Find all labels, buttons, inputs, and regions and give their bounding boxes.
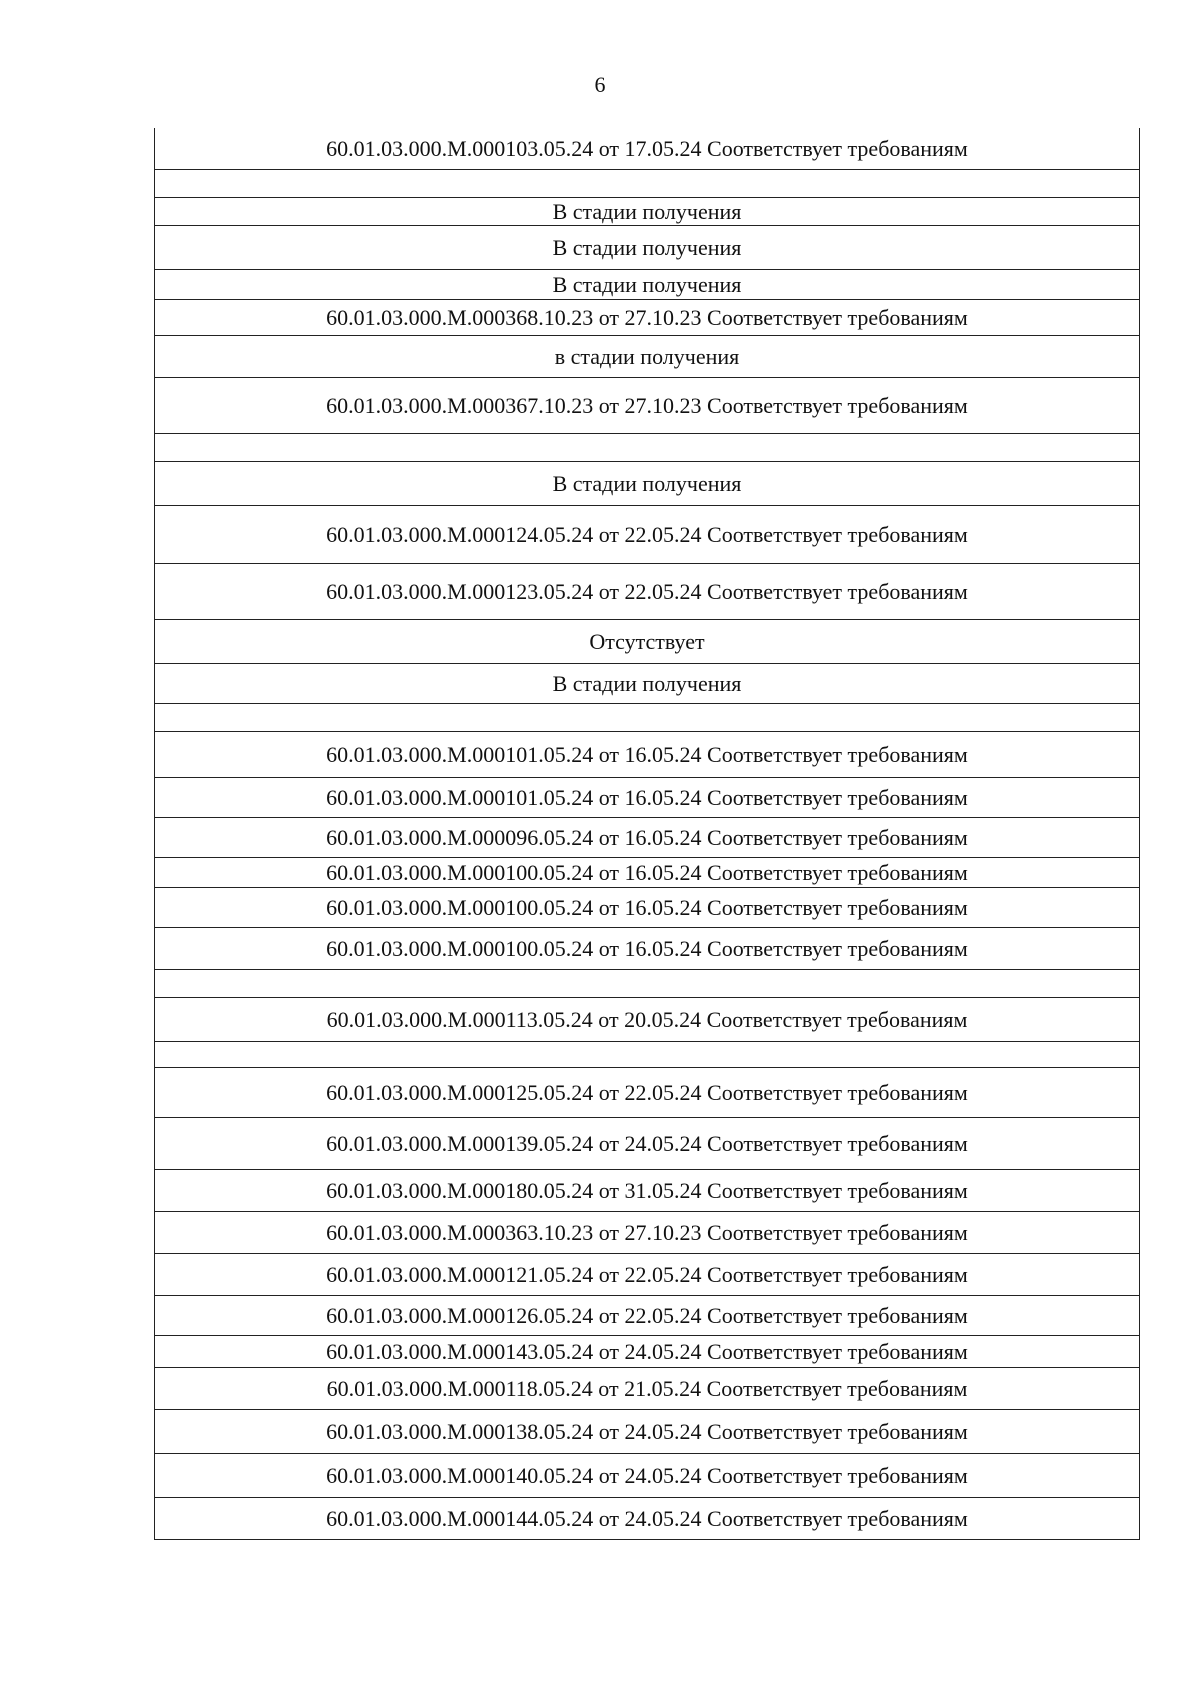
table-row	[154, 1454, 1140, 1498]
table-row	[154, 1498, 1140, 1540]
table-row	[154, 928, 1140, 970]
table-cell-text: 60.01.03.000.М.000096.05.24 от 16.05.24 Соответствует требованиям	[326, 824, 968, 850]
table-row	[154, 170, 1140, 198]
table-row	[154, 128, 1140, 170]
table-row	[154, 1410, 1140, 1454]
table-row	[154, 998, 1140, 1042]
table-cell-text: 60.01.03.000.М.000100.05.24 от 16.05.24 Соответствует требованиям	[326, 935, 968, 961]
table-cell-text: 60.01.03.000.М.000123.05.24 от 22.05.24 Соответствует требованиям	[326, 578, 968, 604]
table-cell-text: 60.01.03.000.М.000103.05.24 от 17.05.24 Соответствует требованиям	[326, 135, 968, 161]
table-cell-text: 60.01.03.000.М.000368.10.23 от 27.10.23 Соответствует требованиям	[326, 304, 968, 330]
table-cell-text: 60.01.03.000.М.000126.05.24 от 22.05.24 Соответствует требованиям	[326, 1302, 968, 1328]
table-row	[154, 1336, 1140, 1368]
table-cell-text: В стадии получения	[552, 670, 742, 696]
table-cell-text: 60.01.03.000.М.000363.10.23 от 27.10.23 Соответствует требованиям	[326, 1219, 968, 1245]
table-cell-text: в стадии получения	[554, 343, 740, 369]
table-cell-text: В стадии получения	[552, 271, 742, 297]
table-cell-text: 60.01.03.000.М.000101.05.24 от 16.05.24 Соответствует требованиям	[326, 741, 968, 767]
table-row	[154, 1068, 1140, 1118]
table-row	[154, 506, 1140, 564]
table-row	[154, 378, 1140, 434]
table-cell-text: 60.01.03.000.М.000118.05.24 от 21.05.24 Соответствует требованиям	[326, 1375, 968, 1401]
table-row	[154, 1296, 1140, 1336]
table-row	[154, 434, 1140, 462]
table-cell-text: 60.01.03.000.М.000121.05.24 от 22.05.24 Соответствует требованиям	[326, 1261, 968, 1287]
table-cell-text: 60.01.03.000.М.000143.05.24 от 24.05.24 Соответствует требованиям	[326, 1338, 968, 1364]
table-row	[154, 818, 1140, 858]
table-row	[154, 1118, 1140, 1170]
certificate-table	[154, 128, 1140, 1540]
table-cell-text: 60.01.03.000.М.000124.05.24 от 22.05.24 Соответствует требованиям	[326, 521, 968, 547]
table-row	[154, 888, 1140, 928]
table-cell-text: Отсутствует	[589, 628, 705, 654]
table-cell-text: 60.01.03.000.М.000144.05.24 от 24.05.24 Соответствует требованиям	[326, 1505, 968, 1531]
table-cell-text: 60.01.03.000.М.000125.05.24 от 22.05.24 Соответствует требованиям	[326, 1079, 968, 1105]
table-cell-text: 60.01.03.000.М.000101.05.24 от 16.05.24 Соответствует требованиям	[326, 784, 968, 810]
table-row	[154, 270, 1140, 300]
table-cell-text: В стадии получения	[552, 198, 742, 224]
table-row	[154, 620, 1140, 664]
table-row	[154, 198, 1140, 226]
table-row	[154, 336, 1140, 378]
table-row	[154, 1170, 1140, 1212]
table-cell-text: 60.01.03.000.М.000139.05.24 от 24.05.24 Соответствует требованиям	[326, 1130, 968, 1156]
table-cell-text: В стадии получения	[552, 234, 742, 260]
table-cell-text: 60.01.03.000.М.000367.10.23 от 27.10.23 Соответствует требованиям	[326, 392, 968, 418]
table-cell-text: 60.01.03.000.М.000100.05.24 от 16.05.24 Соответствует требованиям	[326, 859, 968, 885]
table-cell-text: 60.01.03.000.М.000140.05.24 от 24.05.24 Соответствует требованиям	[326, 1462, 968, 1488]
table-row	[154, 732, 1140, 778]
table-row	[154, 704, 1140, 732]
table-cell-text: 60.01.03.000.М.000113.05.24 от 20.05.24 Соответствует требованиям	[326, 1006, 968, 1032]
table-cell-text: 60.01.03.000.М.000138.05.24 от 24.05.24 Соответствует требованиям	[326, 1418, 968, 1444]
table-cell-text: В стадии получения	[552, 470, 742, 496]
table-cell-text: 60.01.03.000.М.000180.05.24 от 31.05.24 Соответствует требованиям	[326, 1177, 968, 1203]
table-cell-text: 60.01.03.000.М.000100.05.24 от 16.05.24 Соответствует требованиям	[326, 894, 968, 920]
page-number: 6	[594, 72, 606, 97]
table-row	[154, 970, 1140, 998]
table-row	[154, 1042, 1140, 1068]
table-row	[154, 564, 1140, 620]
table-row	[154, 664, 1140, 704]
table-row	[154, 1212, 1140, 1254]
table-row	[154, 1254, 1140, 1296]
table-row	[154, 858, 1140, 888]
table-row	[154, 300, 1140, 336]
table-row	[154, 778, 1140, 818]
table-row	[154, 462, 1140, 506]
table-row	[154, 1368, 1140, 1410]
table-row	[154, 226, 1140, 270]
